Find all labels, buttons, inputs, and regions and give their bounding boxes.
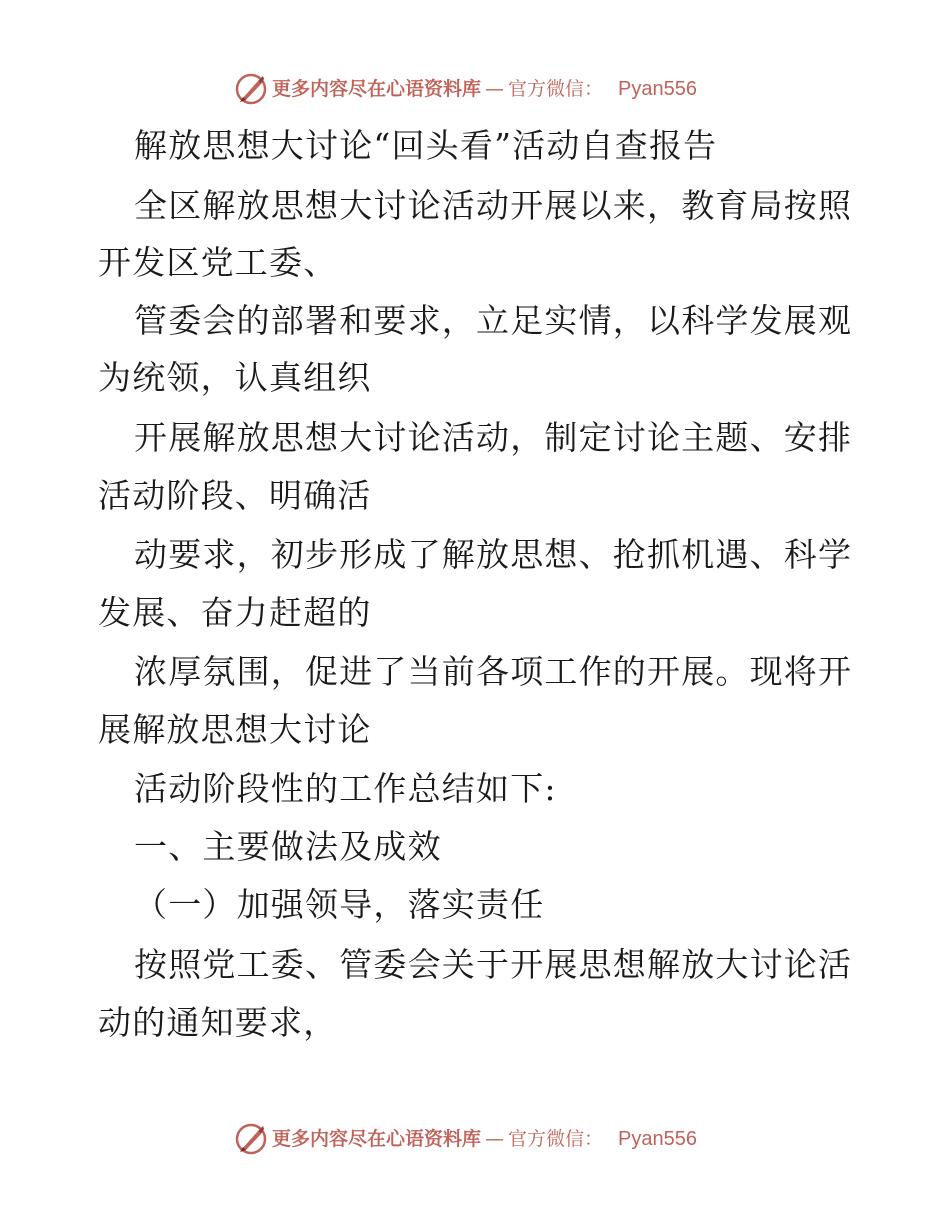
watermark-main-text: 更多内容尽在心语资料库 xyxy=(272,1128,482,1150)
paragraph-line: 开发区党工委、 xyxy=(98,243,338,282)
paragraph-line: 展解放思想大讨论 xyxy=(98,710,372,749)
document-title: 解放思想大讨论“回头看”活动自查报告 xyxy=(134,126,718,165)
paragraph-line: 浓厚氛围，促进了当前各项工作的开展。现将开 xyxy=(134,652,853,691)
subsection-heading: （一）加强领导，落实责任 xyxy=(134,885,545,924)
quill-pen-logo-icon xyxy=(234,72,268,106)
paragraph-line: 管委会的部署和要求，立足实情，以科学发展观 xyxy=(134,301,853,340)
paragraph-line: 活动阶段性的工作总结如下: xyxy=(134,769,557,808)
watermark-wechat-id: Pyan556 xyxy=(618,78,697,100)
header-watermark-banner xyxy=(0,70,950,110)
footer-watermark-banner xyxy=(0,1120,950,1160)
watermark-separator: — xyxy=(485,1128,504,1150)
paragraph-line: 发展、奋力赶超的 xyxy=(98,593,372,632)
paragraph-line: 全区解放思想大讨论活动开展以来，教育局按照 xyxy=(134,186,853,225)
watermark-wechat-id: Pyan556 xyxy=(618,1128,697,1150)
watermark-wechat-label: 官方微信： xyxy=(508,78,604,100)
paragraph-line: 开展解放思想大讨论活动，制定讨论主题、安排 xyxy=(134,418,853,457)
paragraph-line: 动要求，初步形成了解放思想、抢抓机遇、科学 xyxy=(134,535,853,574)
paragraph-line: 动的通知要求， xyxy=(98,1003,338,1042)
quill-pen-logo-icon xyxy=(234,1122,268,1156)
watermark-wechat-label: 官方微信： xyxy=(508,1128,604,1150)
watermark-main-text: 更多内容尽在心语资料库 xyxy=(272,78,482,100)
watermark-separator: — xyxy=(485,78,504,100)
paragraph-line: 活动阶段、明确活 xyxy=(98,476,372,515)
paragraph-line: 按照党工委、管委会关于开展思想解放大讨论活 xyxy=(134,945,853,984)
section-heading: 一、主要做法及成效 xyxy=(134,827,442,866)
paragraph-line: 为统领，认真组织 xyxy=(98,358,372,397)
